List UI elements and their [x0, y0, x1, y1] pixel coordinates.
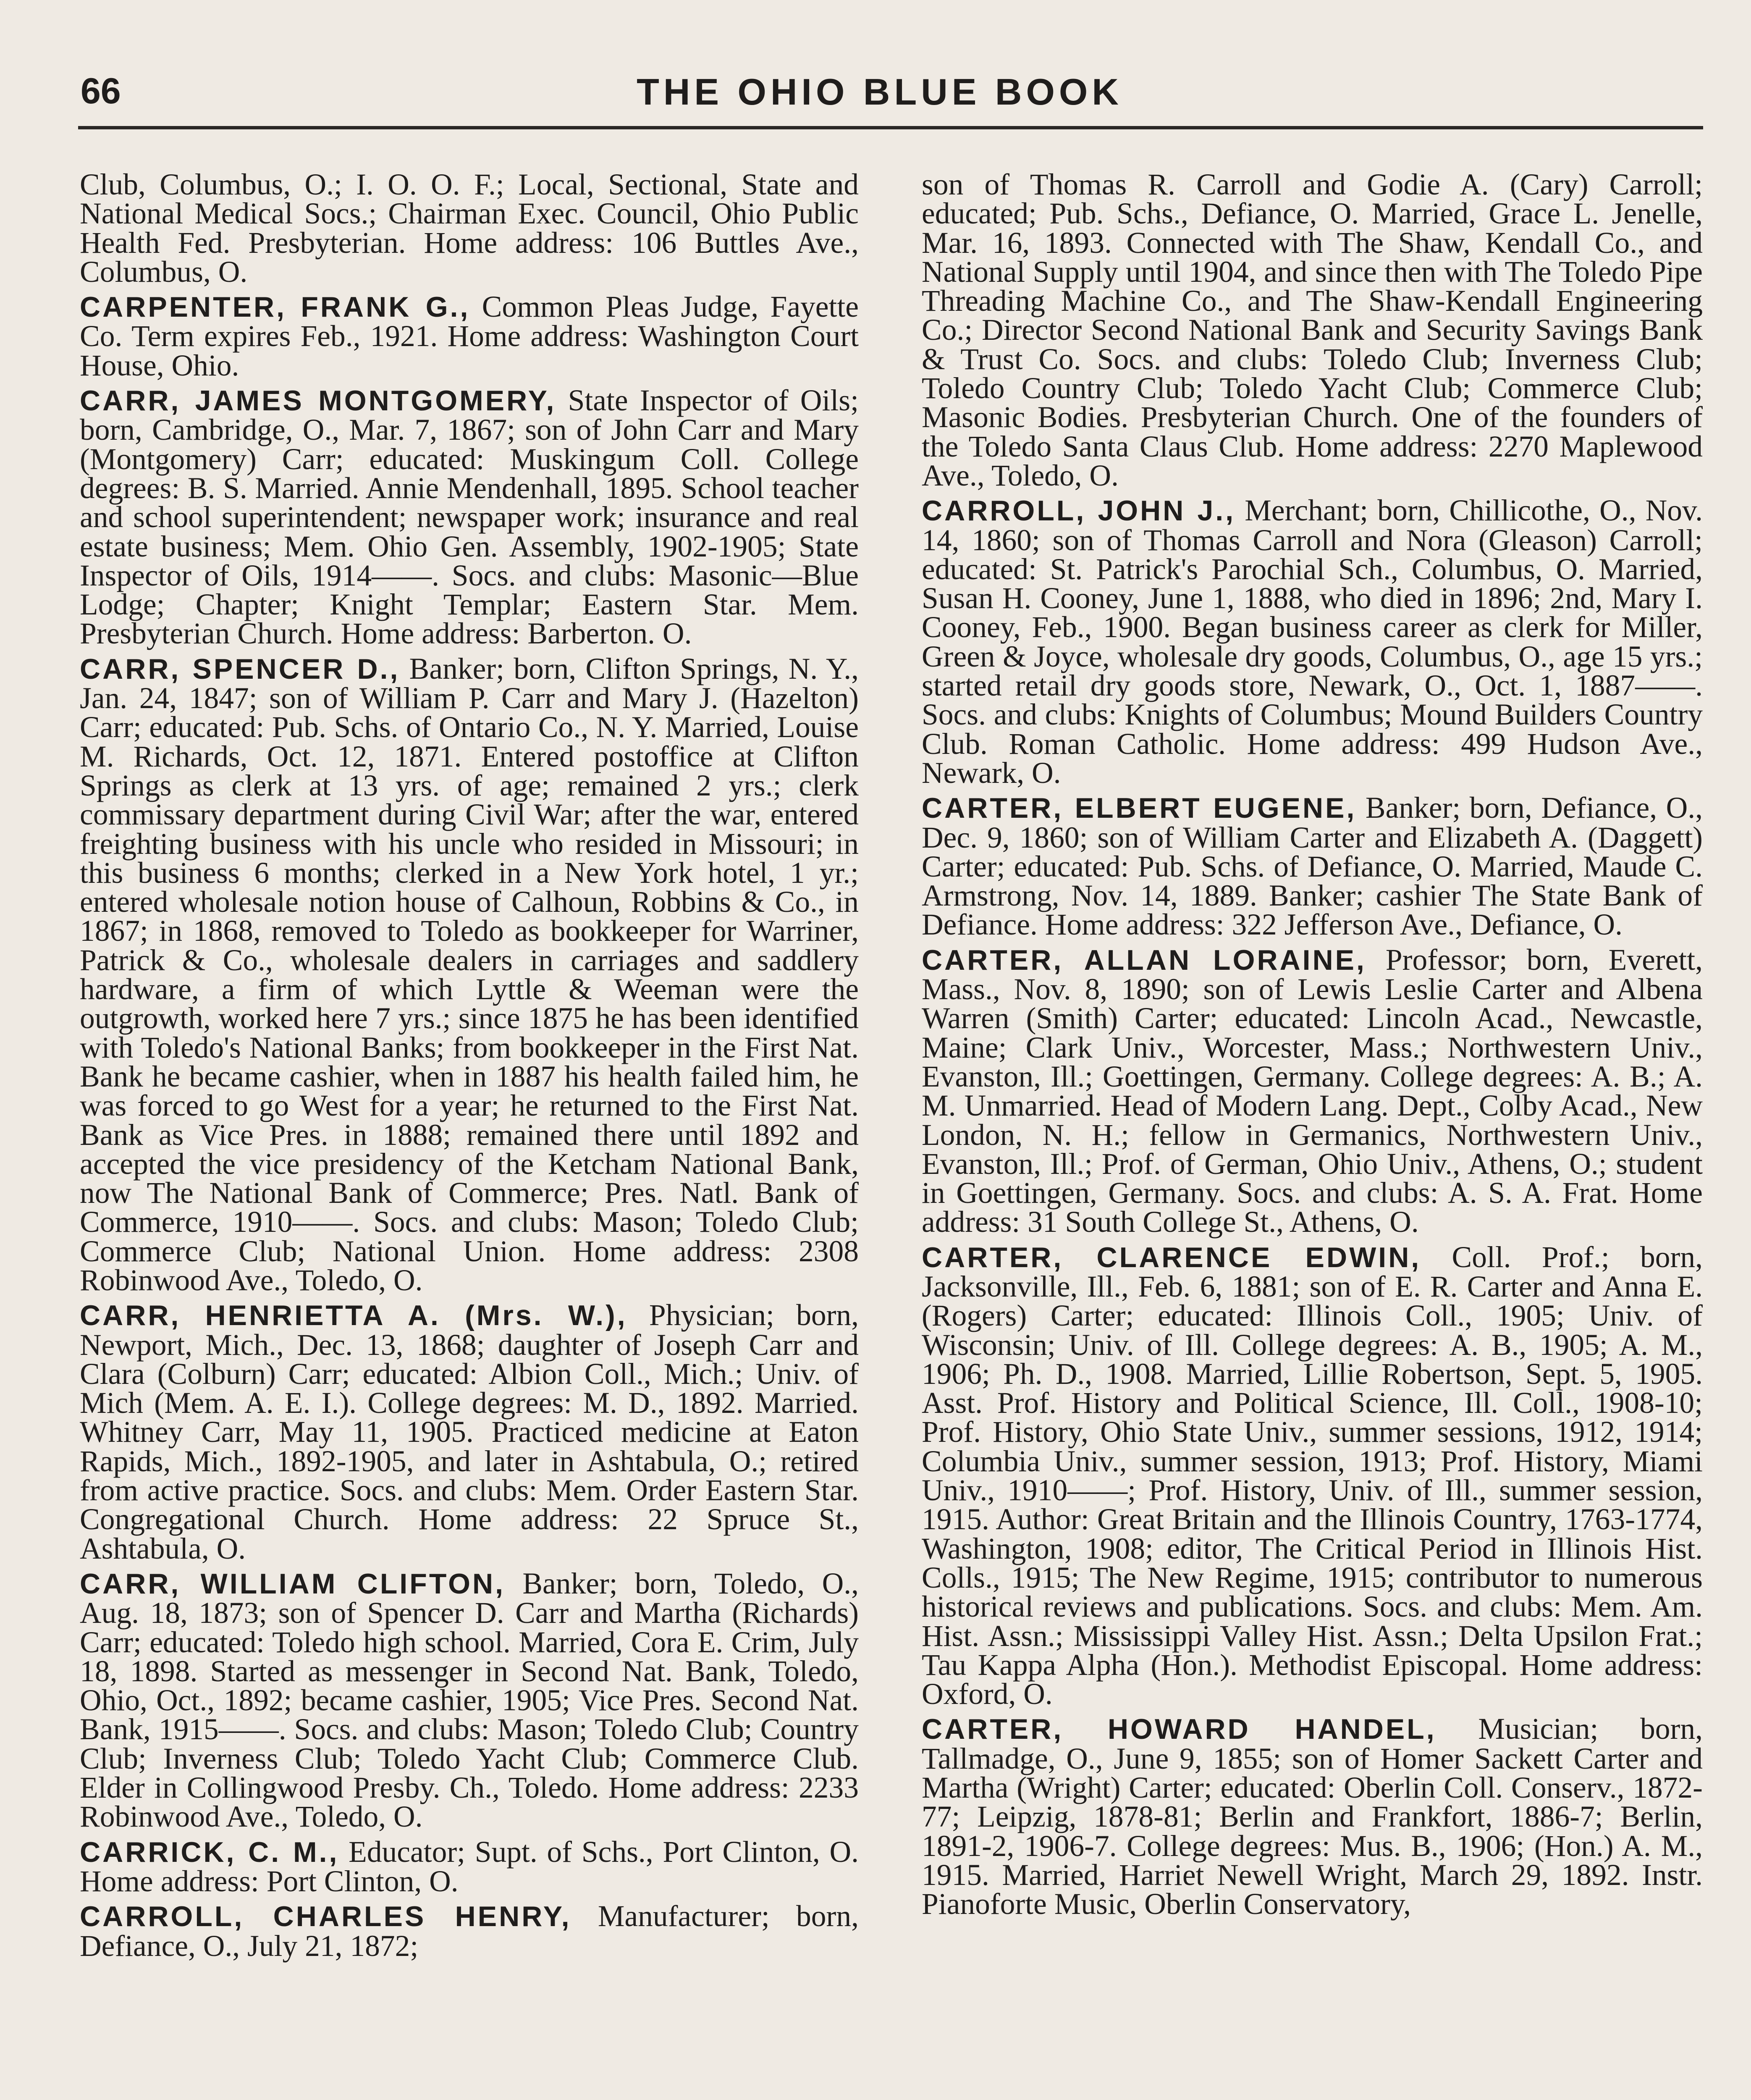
entry-name: CARTER, CLARENCE EDWIN, [922, 1241, 1421, 1273]
header-rule [78, 126, 1703, 129]
entry-text: Merchant; born, Chillicothe, O., Nov. 14, 1860; son of Thomas Carroll and Nora (Gleason) Carroll; educated: St. Patrick's Parochial Sch., Columbus, O. Married, Susan H. Cooney, June 1, 1888, who died in 1896; 2nd, Mary I. Cooney, Feb., 1900. Began business career as clerk for Miller, Green & Joyce, wholesale dry goods, Columbus, O., age 15 yrs.; started retail dry goods store, Newark, O., Oct. 1, 1887——. Socs. and clubs: Knights of Columbus; Mound Builders Country Club. Roman Catholic. Home address: 499 Hudson Ave., Newark, O. [922, 494, 1703, 790]
entry-text: Physician; born, Newport, Mich., Dec. 13, 1868; daughter of Joseph Carr and Clara (Colburn) Carr; educated: Albion Coll., Mich.; Univ. of Mich (Mem. A. E. I.). College degrees: M. D., 1892. Married. Whitney Carr, May 11, 1905. Practiced medicine at Eaton Rapids, Mich., 1892-1905, and later in Ashtabula, O.; retired from active practice. Socs. and clubs: Mem. Order Eastern Star. Congregational Church. Home address: 22 Spruce St., Ashtabula, O. [80, 1299, 859, 1565]
biography-entry [80, 1301, 859, 1563]
biography-entry [80, 1569, 859, 1832]
entry-name: CARR, HENRIETTA A. (Mrs. W.), [80, 1299, 627, 1332]
biography-entry [80, 1902, 859, 1961]
entry-text: Banker; born, Toledo, O., Aug. 18, 1873; son of Spencer D. Carr and Martha (Richards) Carr; educated: Toledo high school. Married, Cora E. Crim, July 18, 1898. Started as messenger in Second Nat. Bank, Toledo, Ohio, Oct., 1892; became cashier, 1905; Vice Pres. Second Nat. Bank, 1915——. Socs. and clubs: Mason; Toledo Club; Country Club; Inverness Club; Toledo Yacht Club; Commerce Club. Elder in Collingwood Presby. Ch., Toledo. Home address: 2233 Robinwood Ave., Toledo, O. [80, 1567, 859, 1834]
page-header [63, 63, 1696, 126]
biography-entry [922, 791, 1703, 942]
entry-name: CARROLL, CHARLES HENRY, [80, 1900, 571, 1933]
entry-text: Educator; Supt. of Schs., Port Clinton, O. Home address: Port Clinton, O. [80, 1835, 859, 1898]
entry-text: Banker; born, Clifton Springs, N. Y., Jan. 24, 1847; son of William P. Carr and Mary J. (Hazelton) Carr; educated: Pub. Schs. of Ontario Co., N. Y. Married, Louise M. Richards, Oct. 12, 1871. Entered postoffice at Clifton Springs as clerk at 13 yrs. of age; remained 2 yrs.; clerk commissary department during Civil War; after the war, entered freighting business with his uncle who resided in Missouri; in this business 6 months; clerked in a New York hotel, 1 yr.; entered wholesale notion house of Calhoun, Robbins & Co., in 1867; in 1868, removed to Toledo as bookkeeper for Warriner, Patrick & Co., wholesale dealers in carriages and saddlery hardware, a firm of which Lyttle & Weeman were the outgrowth, worked here 7 yrs.; since 1875 he has been identified with Toledo's National Banks; from bookkeeper in the First Nat. Bank he became cashier, when in 1887 his health failed him, he was forced to go West for a year; he returned to the First Nat. Bank as Vice Pres. in 1888; remained there until 1892 and accepted the vice presidency of the Ketcham National Bank, now The National Bank of Commerce; Pres. Natl. Bank of Commerce, 1910——. Socs. and clubs: Mason; Toledo Club; Commerce Club; National Union. Home address: 2308 Robinwood Ave., Toledo, O. [80, 652, 859, 1297]
continuation-text [922, 170, 1703, 490]
entry-text: Banker; born, Defiance, O., Dec. 9, 1860; son of William Carter and Elizabeth A. (Daggett) Carter; educated: Pub. Schs. of Defiance, O. Married, Maude C. Armstrong, Nov. 14, 1889. Banker; cashier The State Bank of Defiance. Home address: 322 Jefferson Ave., Defiance, O. [922, 791, 1703, 942]
biography-entry [922, 1714, 1703, 1919]
biography-entry [80, 292, 859, 380]
page-number: 66 [81, 71, 121, 111]
biography-entry [80, 1835, 859, 1898]
biography-entry [922, 1240, 1703, 1711]
entry-name: CARROLL, JOHN J., [922, 495, 1236, 527]
entry-text: Club, Columbus, O.; I. O. O. F.; Local, Sectional, State and National Medical Socs.; Chairman Exec. Council, Ohio Public Health Fed. Presbyterian. Home address: 106 Buttles Ave., Columbus, O. [80, 168, 859, 289]
entry-name: CARPENTER, FRANK G., [80, 291, 470, 323]
entry-name: CARTER, ALLAN LORAINE, [922, 944, 1366, 976]
entry-name: CARR, SPENCER D., [80, 653, 400, 685]
left-column [80, 170, 859, 1966]
entry-text: Professor; born, Everett, Mass., Nov. 8, 1890; son of Lewis Leslie Carter and Albena Warren (Smith) Carter; educated: Lincoln Acad., Newcastle, Maine; Clark Univ., Worcester, Mass.; Northwestern Univ., Evanston, Ill.; Goettingen, Germany. College degrees: A. B.; A. M. Unmarried. Head of Modern Lang. Dept., Colby Acad., New London, N. H.; fellow in Germanics, Northwestern Univ., Evanston, Ill.; Prof. of German, Ohio Univ., Athens, O.; student in Goettingen, Germany. Socs. and clubs: A. S. A. Frat. Home address: 31 South College St., Athens, O. [922, 943, 1703, 1239]
entry-name: CARR, WILLIAM CLIFTON, [80, 1567, 506, 1600]
biography-entry [922, 496, 1703, 788]
entry-text: son of Thomas R. Carroll and Godie A. (Cary) Carroll; educated; Pub. Schs., Defiance, O. Married, Grace L. Jenelle, Mar. 16, 1893. Connected with The Shaw, Kendall Co., and National Supply until 1904, and since then with The Toledo Pipe Threading Machine Co., and The Shaw-Kendall Engineering Co.; Director Second National Bank and Security Savings Bank & Trust Co. Socs. and clubs: Toledo Club; Inverness Club; Toledo Country Club; Toledo Yacht Club; Commerce Club; Masonic Bodies. Presbyterian Church. One of the founders of the Toledo Santa Claus Club. Home address: 2270 Maplewood Ave., Toledo, O. [922, 168, 1703, 492]
entry-name: CARTER, HOWARD HANDEL, [922, 1713, 1436, 1746]
entry-text: Musician; born, Tallmadge, O., June 9, 1855; son of Homer Sackett Carter and Martha (Wright) Carter; educated: Oberlin Coll. Conserv., 1872-77; Leipzig, 1878-81; Berlin and Frankfort, 1886-7; Berlin, 1891-2, 1906-7. College degrees: Mus. B., 1906; (Hon.) A. M., 1915. Married, Harriet Newell Wright, March 29, 1892. Instr. Pianoforte Music, Oberlin Conservatory, [922, 1712, 1703, 1921]
entry-name: CARRICK, C. M., [80, 1836, 339, 1868]
biography-entry [922, 945, 1703, 1237]
biography-entry [80, 384, 859, 651]
entry-text: State Inspector of Oils; born, Cambridge, O., Mar. 7, 1867; son of John Carr and Mary (Montgomery) Carr; educated: Muskingum Coll. College degrees: B. S. Married. Annie Mendenhall, 1895. School teacher and school superintendent; newspaper work; insurance and real estate business; Mem. Ohio Gen. Assembly, 1902-1905; State Inspector of Oils, 1914——. Socs. and clubs: Masonic—Blue Lodge; Chapter; Knight Templar; Eastern Star. Mem. Presbyterian Church. Home address: Barberton. O. [80, 384, 859, 651]
continuation-text [80, 168, 859, 289]
entry-text: Manufacturer; born, Defiance, O., July 21, 1872; [80, 1900, 859, 1963]
biography-entry [80, 654, 859, 1295]
entry-name: CARR, JAMES MONTGOMERY, [80, 385, 556, 417]
entry-text: Coll. Prof.; born, Jacksonville, Ill., Feb. 6, 1881; son of E. R. Carter and Anna E. (Rogers) Carter; educated: Illinois Coll., 1905; Univ. of Wisconsin; Univ. of Ill. College degrees: A. B., 1905; A. M., 1906; Ph. D., 1908. Married, Lillie Robertson, Sept. 5, 1905. Asst. Prof. History and Political Science, Ill. Coll., 1908-10; Prof. History, Ohio State Univ., summer sessions, 1912, 1914; Columbia Univ., summer session, 1913; Prof. History, Miami Univ., 1910——; Prof. History, Univ. of Ill., summer session, 1915. Author: Great Britain and the Illinois Country, 1763-1774, Washington, 1908; editor, The Critical Period in Illinois Hist. Colls., 1915; The New Regime, 1915; contributor to numerous historical reviews and publications. Socs. and clubs: Mem. Am. Hist. Assn.; Mississippi Valley Hist. Assn.; Delta Upsilon Frat.; Tau Kappa Alpha (Hon.). Methodist Episcopal. Home address: Oxford, O. [922, 1240, 1703, 1711]
entry-text: Common Pleas Judge, Fayette Co. Term expires Feb., 1921. Home address: Washington Court House, Ohio. [80, 290, 859, 382]
running-title: THE OHIO BLUE BOOK [637, 71, 1123, 113]
entry-name: CARTER, ELBERT EUGENE, [922, 792, 1357, 824]
right-column [922, 170, 1703, 1925]
